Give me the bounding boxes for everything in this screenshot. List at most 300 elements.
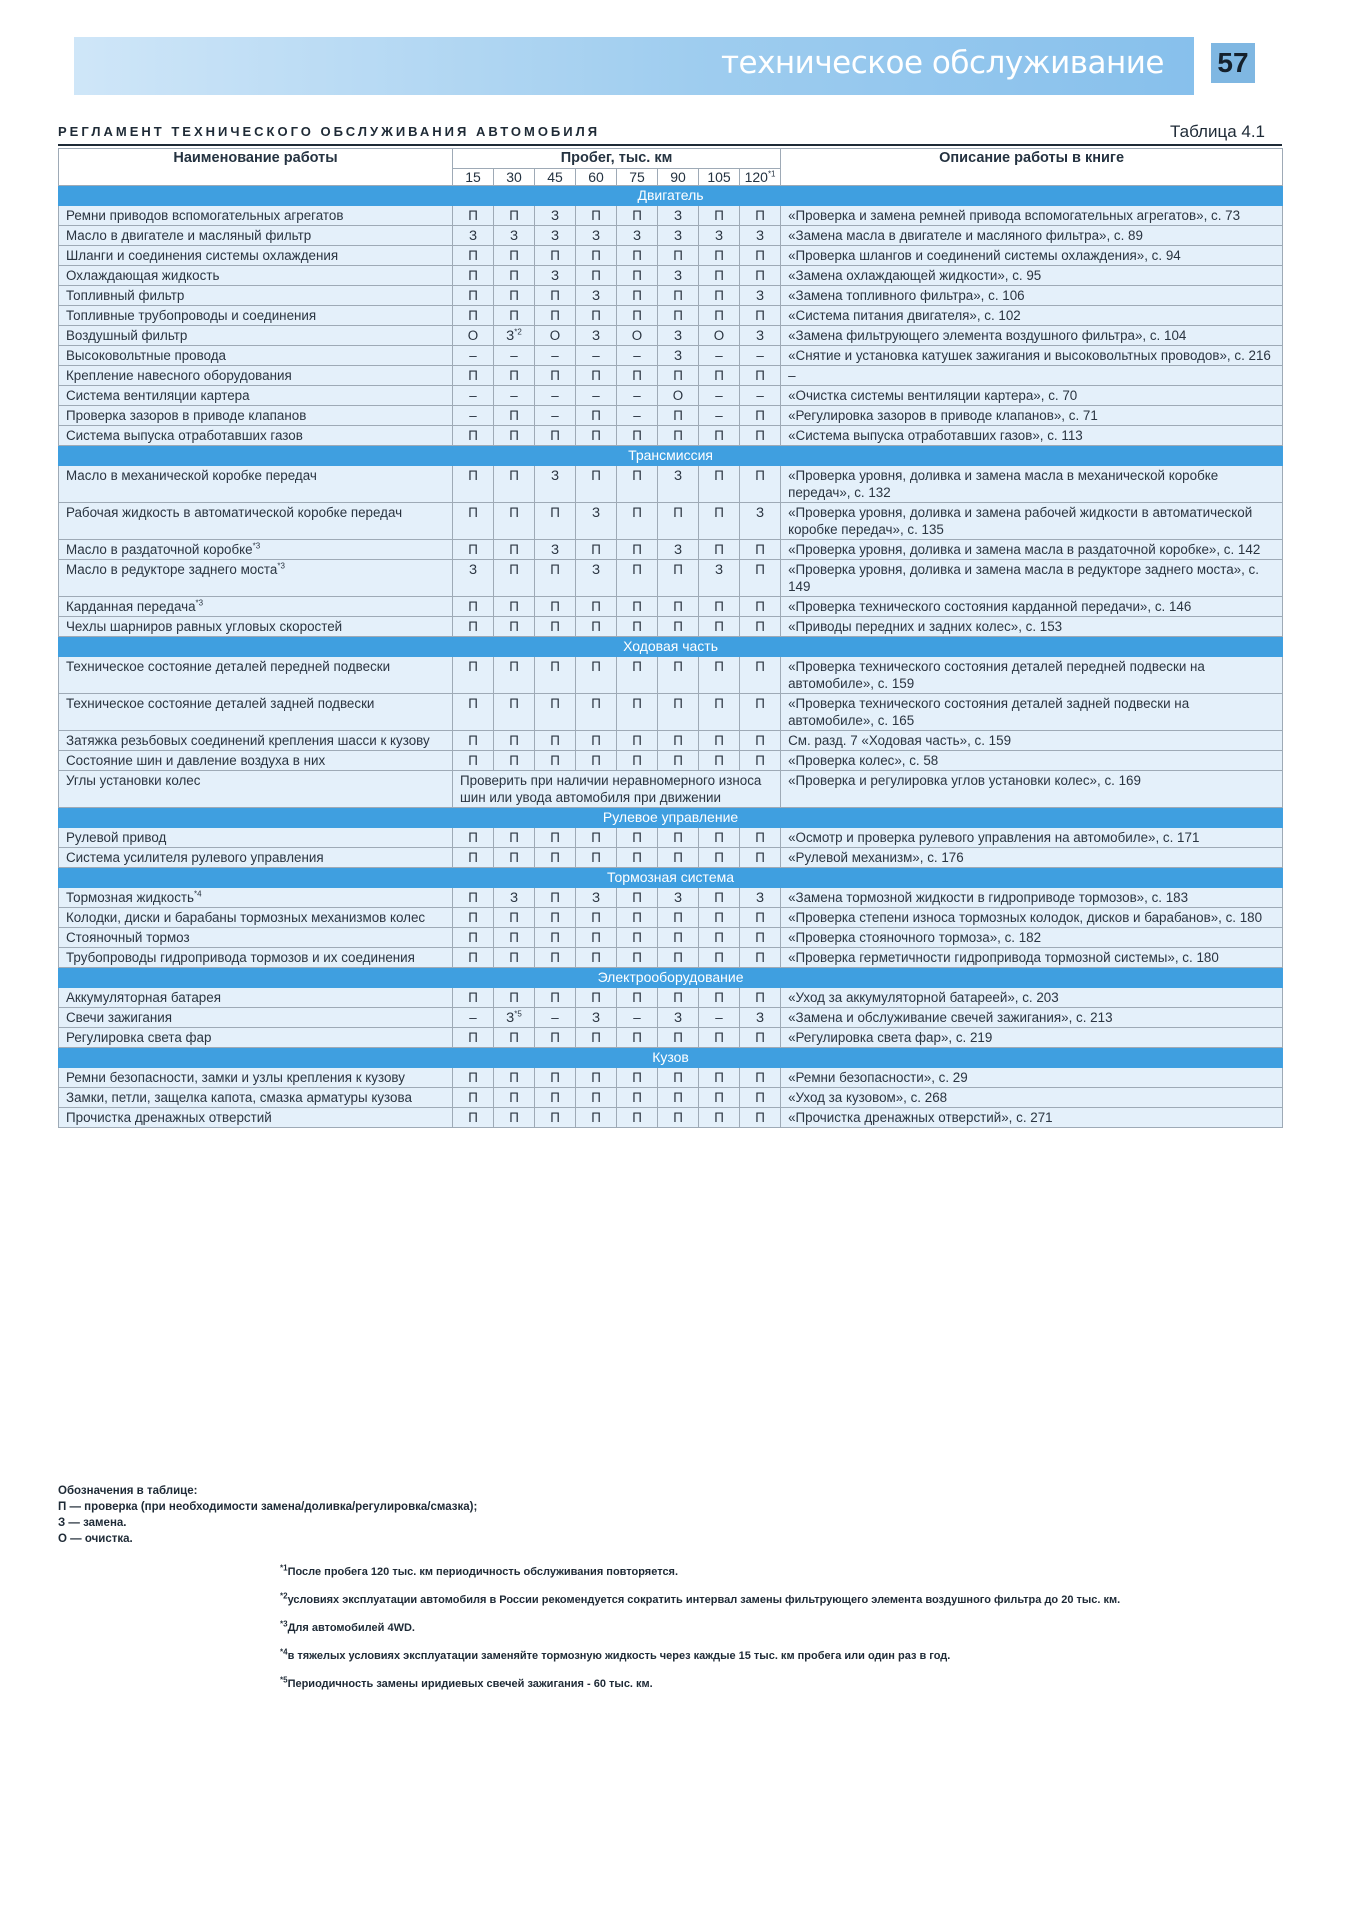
interval-cell <box>617 503 658 540</box>
interval-cell <box>699 948 740 968</box>
interval-value: – <box>756 348 764 363</box>
table-row <box>59 306 1283 326</box>
interval-cell <box>617 406 658 426</box>
interval-value: П <box>755 368 765 383</box>
title-divider <box>58 144 1282 146</box>
interval-value: П <box>468 1090 478 1105</box>
interval-cell <box>699 597 740 617</box>
interval-value: П <box>714 830 724 845</box>
interval-value: П <box>755 1090 765 1105</box>
interval-cell <box>740 503 781 540</box>
interval-value: П <box>755 542 765 557</box>
interval-cell <box>535 560 576 597</box>
interval-cell <box>740 731 781 751</box>
interval-cell <box>658 306 699 326</box>
interval-value: П <box>755 659 765 674</box>
interval-value: П <box>509 288 519 303</box>
interval-cell <box>535 751 576 771</box>
work-name <box>59 266 453 286</box>
work-name-text: Крепление навесного оборудования <box>66 368 292 383</box>
interval-cell <box>453 386 494 406</box>
interval-cell <box>617 988 658 1008</box>
interval-value: П <box>632 208 642 223</box>
interval-cell <box>494 503 535 540</box>
description: «Проверка технического состояния деталей задней подвески на автомобиле», с. 165 <box>781 694 1283 731</box>
work-name-text: Охлаждающая жидкость <box>66 268 220 283</box>
interval-cell <box>699 1068 740 1088</box>
table-row <box>59 503 1283 540</box>
description: «Проверка стояночного тормоза», с. 182 <box>781 928 1283 948</box>
interval-cell <box>740 1088 781 1108</box>
section-row <box>59 808 1283 828</box>
table-number: Таблица 4.1 <box>1170 122 1266 141</box>
interval-cell <box>658 466 699 503</box>
work-name <box>59 1088 453 1108</box>
interval-cell <box>576 888 617 908</box>
interval-value: П <box>591 1090 601 1105</box>
interval-value: П <box>714 1090 724 1105</box>
table-row <box>59 928 1283 948</box>
work-name-text: Затяжка резьбовых соединений крепления шасси к кузову <box>66 733 430 748</box>
interval-cell <box>740 908 781 928</box>
work-name <box>59 1008 453 1028</box>
interval-cell <box>699 731 740 751</box>
interval-value: П <box>591 428 601 443</box>
description: «Прочистка дренажных отверстий», с. 271 <box>781 1108 1283 1128</box>
interval-cell <box>494 386 535 406</box>
table-row <box>59 366 1283 386</box>
interval-value: П <box>673 619 683 634</box>
table-row <box>59 1108 1283 1128</box>
interval-cell <box>740 1068 781 1088</box>
interval-value: П <box>673 408 683 423</box>
footnote-mark: *5 <box>280 1675 288 1685</box>
interval-value: З <box>673 542 683 557</box>
interval-cell <box>617 694 658 731</box>
interval-cell <box>494 948 535 968</box>
table-row <box>59 386 1283 406</box>
interval-value: П <box>714 659 724 674</box>
interval-cell <box>576 226 617 246</box>
interval-value: О <box>672 388 684 403</box>
interval-cell <box>576 1108 617 1128</box>
interval-cell <box>576 694 617 731</box>
interval-value: П <box>755 1110 765 1125</box>
interval-value: П <box>632 733 642 748</box>
interval-cell <box>453 1108 494 1128</box>
interval-value: П <box>509 428 519 443</box>
work-name-text: Трубопроводы гидропривода тормозов и их соединения <box>66 950 415 965</box>
interval-cell <box>740 1028 781 1048</box>
interval-cell <box>699 617 740 637</box>
interval-cell <box>576 948 617 968</box>
interval-value: О <box>713 328 725 343</box>
interval-value: П <box>673 1070 683 1085</box>
interval-cell <box>699 366 740 386</box>
interval-value: З <box>673 468 683 483</box>
interval-value: П <box>550 1070 560 1085</box>
section-title: Трансмиссия <box>59 446 1283 466</box>
work-name-text: Аккумуляторная батарея <box>66 990 221 1005</box>
interval-value: П <box>468 930 478 945</box>
work-name <box>59 466 453 503</box>
interval-value: П <box>468 753 478 768</box>
table-row <box>59 1008 1283 1028</box>
interval-value: П <box>632 753 642 768</box>
interval-cell <box>740 1008 781 1028</box>
legend-item: О — очистка. <box>58 1533 133 1545</box>
interval-value: З <box>673 328 683 343</box>
interval-cell <box>576 908 617 928</box>
interval-cell <box>658 1008 699 1028</box>
footnote <box>280 1677 1120 1705</box>
interval-cell <box>535 988 576 1008</box>
interval-cell <box>535 848 576 868</box>
interval-value: П <box>591 599 601 614</box>
interval-value: П <box>550 505 560 520</box>
description: «Проверка технического состояния карданной передачи», с. 146 <box>781 597 1283 617</box>
table-row <box>59 206 1283 226</box>
interval-value: П <box>714 990 724 1005</box>
interval-cell <box>658 326 699 346</box>
table-header-row <box>59 149 1283 169</box>
interval-cell <box>617 1108 658 1128</box>
interval-cell <box>699 466 740 503</box>
interval-value: П <box>509 1090 519 1105</box>
header-work: Наименование работы <box>59 149 453 186</box>
interval-cell <box>494 266 535 286</box>
interval-value: З <box>673 268 683 283</box>
work-name-text: Высоковольтные провода <box>66 348 227 363</box>
interval-value: П <box>550 1090 560 1105</box>
description: «Замена тормозной жидкости в гидроприводе тормозов», с. 183 <box>781 888 1283 908</box>
table-row <box>59 346 1283 366</box>
interval-value: П <box>509 208 519 223</box>
table-row <box>59 731 1283 751</box>
interval-value: П <box>550 890 560 905</box>
interval-value: П <box>673 368 683 383</box>
interval-cell <box>740 426 781 446</box>
table-body <box>59 186 1283 1128</box>
interval-value: П <box>632 890 642 905</box>
page-number: 57 <box>1211 43 1255 83</box>
interval-cell <box>617 888 658 908</box>
interval-value: П <box>591 368 601 383</box>
interval-value: З <box>506 1010 515 1025</box>
interval-cell <box>576 503 617 540</box>
interval-cell <box>617 466 658 503</box>
interval-cell <box>740 226 781 246</box>
interval-cell <box>535 326 576 346</box>
interval-cell <box>617 948 658 968</box>
interval-value: З <box>755 1010 765 1025</box>
interval-cell <box>453 988 494 1008</box>
work-name-text: Шланги и соединения системы охлаждения <box>66 248 339 263</box>
interval-value: П <box>591 619 601 634</box>
section-title: Кузов <box>59 1048 1283 1068</box>
interval-cell <box>617 386 658 406</box>
interval-cell <box>740 657 781 694</box>
table-row <box>59 286 1283 306</box>
footnote-mark-1: *1 <box>767 169 776 179</box>
interval-cell <box>576 326 617 346</box>
interval-value: П <box>673 910 683 925</box>
footnote-mark: *4 <box>280 1647 288 1657</box>
interval-value: П <box>714 428 724 443</box>
interval-cell <box>740 246 781 266</box>
interval-cell <box>658 888 699 908</box>
interval-value: П <box>468 268 478 283</box>
interval-value: П <box>509 733 519 748</box>
interval-cell <box>453 617 494 637</box>
interval-value: З <box>468 228 478 243</box>
interval-value: П <box>468 468 478 483</box>
interval-cell <box>535 466 576 503</box>
interval-value: П <box>714 288 724 303</box>
table-row <box>59 540 1283 560</box>
interval-cell <box>740 694 781 731</box>
interval-value: – <box>551 408 559 423</box>
work-name <box>59 503 453 540</box>
section-row <box>59 868 1283 888</box>
interval-cell <box>494 988 535 1008</box>
interval-value: П <box>755 910 765 925</box>
footnote-mark: *2 <box>280 1591 288 1601</box>
interval-value: П <box>468 505 478 520</box>
interval-value: П <box>755 562 765 577</box>
interval-value: – <box>469 1010 477 1025</box>
interval-value: – <box>715 388 723 403</box>
interval-value: П <box>550 990 560 1005</box>
interval-cell <box>453 286 494 306</box>
interval-cell <box>453 346 494 366</box>
interval-value: П <box>632 268 642 283</box>
interval-value: П <box>509 930 519 945</box>
work-name <box>59 406 453 426</box>
interval-cell <box>617 657 658 694</box>
interval-value: П <box>714 619 724 634</box>
interval-cell <box>740 466 781 503</box>
interval-value: П <box>509 619 519 634</box>
interval-value: П <box>714 950 724 965</box>
interval-value: З <box>755 890 765 905</box>
interval-value: – <box>715 408 723 423</box>
interval-value: П <box>673 1090 683 1105</box>
interval-cell <box>699 908 740 928</box>
footnote-text: Для автомобилей 4WD. <box>287 1622 415 1634</box>
interval-value: П <box>755 1030 765 1045</box>
interval-cell <box>453 560 494 597</box>
interval-value: П <box>632 505 642 520</box>
interval-value: З <box>673 228 683 243</box>
description: «Очистка системы вентиляции картера», с. 70 <box>781 386 1283 406</box>
interval-cell <box>699 928 740 948</box>
interval-cell <box>576 346 617 366</box>
interval-cell <box>453 751 494 771</box>
interval-cell <box>617 597 658 617</box>
interval-cell <box>699 226 740 246</box>
interval-cell <box>699 1008 740 1028</box>
interval-cell <box>494 828 535 848</box>
footnote-mark: *1 <box>280 1563 288 1573</box>
work-name-text: Масло в механической коробке передач <box>66 468 317 483</box>
description: «Уход за аккумуляторной батареей», с. 203 <box>781 988 1283 1008</box>
work-name-text: Система усилителя рулевого управления <box>66 850 324 865</box>
interval-value: П <box>550 368 560 383</box>
mileage-75: 75 <box>617 169 658 186</box>
interval-value: П <box>755 990 765 1005</box>
interval-cell <box>494 226 535 246</box>
interval-value: П <box>550 619 560 634</box>
interval-cell <box>617 346 658 366</box>
interval-cell <box>494 346 535 366</box>
interval-cell <box>535 226 576 246</box>
work-name-text: Воздушный фильтр <box>66 328 188 343</box>
interval-value: П <box>550 562 560 577</box>
table-row <box>59 246 1283 266</box>
interval-cell <box>535 1028 576 1048</box>
interval-value: П <box>714 696 724 711</box>
table-row <box>59 560 1283 597</box>
interval-cell <box>658 597 699 617</box>
interval-cell <box>699 306 740 326</box>
interval-cell <box>576 426 617 446</box>
interval-value: П <box>591 830 601 845</box>
maintenance-table <box>58 148 1283 1128</box>
interval-value: П <box>509 1030 519 1045</box>
interval-cell <box>576 306 617 326</box>
interval-cell <box>535 908 576 928</box>
interval-value: П <box>468 950 478 965</box>
interval-cell <box>535 426 576 446</box>
interval-value: П <box>673 1110 683 1125</box>
work-name <box>59 771 453 808</box>
description: «Регулировка света фар», с. 219 <box>781 1028 1283 1048</box>
interval-cell <box>617 540 658 560</box>
interval-value: П <box>509 990 519 1005</box>
interval-value: П <box>714 1070 724 1085</box>
description: «Замена охлаждающей жидкости», с. 95 <box>781 266 1283 286</box>
interval-value: П <box>632 910 642 925</box>
interval-cell <box>535 1108 576 1128</box>
work-name-text: Топливные трубопроводы и соединения <box>66 308 317 323</box>
interval-value: П <box>468 830 478 845</box>
interval-value: – <box>510 388 518 403</box>
interval-cell <box>453 657 494 694</box>
interval-value: П <box>591 1030 601 1045</box>
work-name <box>59 286 453 306</box>
interval-cell <box>453 503 494 540</box>
interval-value: П <box>591 733 601 748</box>
work-name-text: Рабочая жидкость в автоматической коробке передач <box>66 505 403 520</box>
interval-value: П <box>755 308 765 323</box>
interval-cell <box>658 266 699 286</box>
interval-cell <box>494 206 535 226</box>
interval-cell <box>658 246 699 266</box>
interval-value: П <box>550 308 560 323</box>
interval-cell <box>740 406 781 426</box>
interval-value: З <box>468 562 478 577</box>
interval-value: П <box>673 599 683 614</box>
interval-value: П <box>468 910 478 925</box>
interval-value: П <box>755 208 765 223</box>
interval-value: П <box>468 850 478 865</box>
description: «Проверка уровня, доливка и замена масла в редукторе заднего моста», с. 149 <box>781 560 1283 597</box>
footnote-text: После пробега 120 тыс. км периодичность обслуживания повторяется. <box>287 1566 679 1578</box>
header-mileage: Пробег, тыс. км <box>453 149 781 169</box>
interval-cell <box>658 751 699 771</box>
interval-cell <box>699 751 740 771</box>
description: «Система выпуска отработавших газов», с. 113 <box>781 426 1283 446</box>
interval-cell <box>699 888 740 908</box>
interval-cell <box>699 1108 740 1128</box>
interval-cell <box>658 540 699 560</box>
work-name <box>59 326 453 346</box>
interval-value: П <box>550 428 560 443</box>
interval-value: П <box>755 1070 765 1085</box>
work-name-text: Свечи зажигания <box>66 1010 172 1025</box>
interval-value: – <box>633 388 641 403</box>
interval-cell <box>699 560 740 597</box>
mileage-30: 30 <box>494 169 535 186</box>
interval-value: П <box>591 268 601 283</box>
interval-cell <box>494 406 535 426</box>
table-row <box>59 751 1283 771</box>
interval-cell <box>494 908 535 928</box>
interval-cell <box>535 928 576 948</box>
interval-cell <box>453 848 494 868</box>
work-name <box>59 657 453 694</box>
footnote <box>280 1593 1120 1621</box>
description: «Снятие и установка катушек зажигания и высоковольтных проводов», с. 216 <box>781 346 1283 366</box>
interval-value: П <box>632 1090 642 1105</box>
interval-cell <box>576 657 617 694</box>
interval-value: П <box>714 850 724 865</box>
work-name-text: Тормозная жидкость <box>66 890 194 905</box>
interval-cell <box>617 286 658 306</box>
interval-cell <box>453 426 494 446</box>
interval-value: З <box>506 328 515 343</box>
interval-value: П <box>714 368 724 383</box>
interval-value: П <box>591 248 601 263</box>
interval-cell <box>658 386 699 406</box>
description: «Проверка колес», с. 58 <box>781 751 1283 771</box>
work-name-text: Колодки, диски и барабаны тормозных механизмов колес <box>66 910 426 925</box>
work-name-text: Чехлы шарниров равных угловых скоростей <box>66 619 343 634</box>
interval-value: П <box>673 950 683 965</box>
interval-value: П <box>632 428 642 443</box>
interval-value: П <box>632 850 642 865</box>
interval-cell <box>535 503 576 540</box>
interval-cell <box>535 386 576 406</box>
interval-cell <box>576 560 617 597</box>
interval-cell <box>453 226 494 246</box>
interval-cell <box>535 948 576 968</box>
interval-cell <box>494 1028 535 1048</box>
work-name <box>59 426 453 446</box>
interval-cell <box>576 540 617 560</box>
interval-cell <box>617 1008 658 1028</box>
interval-cell <box>658 426 699 446</box>
interval-cell <box>617 226 658 246</box>
interval-value: – <box>633 408 641 423</box>
interval-cell <box>576 406 617 426</box>
table-row <box>59 226 1283 246</box>
description: «Приводы передних и задних колес», с. 153 <box>781 617 1283 637</box>
interval-value: П <box>673 288 683 303</box>
interval-cell <box>535 266 576 286</box>
interval-cell <box>576 828 617 848</box>
